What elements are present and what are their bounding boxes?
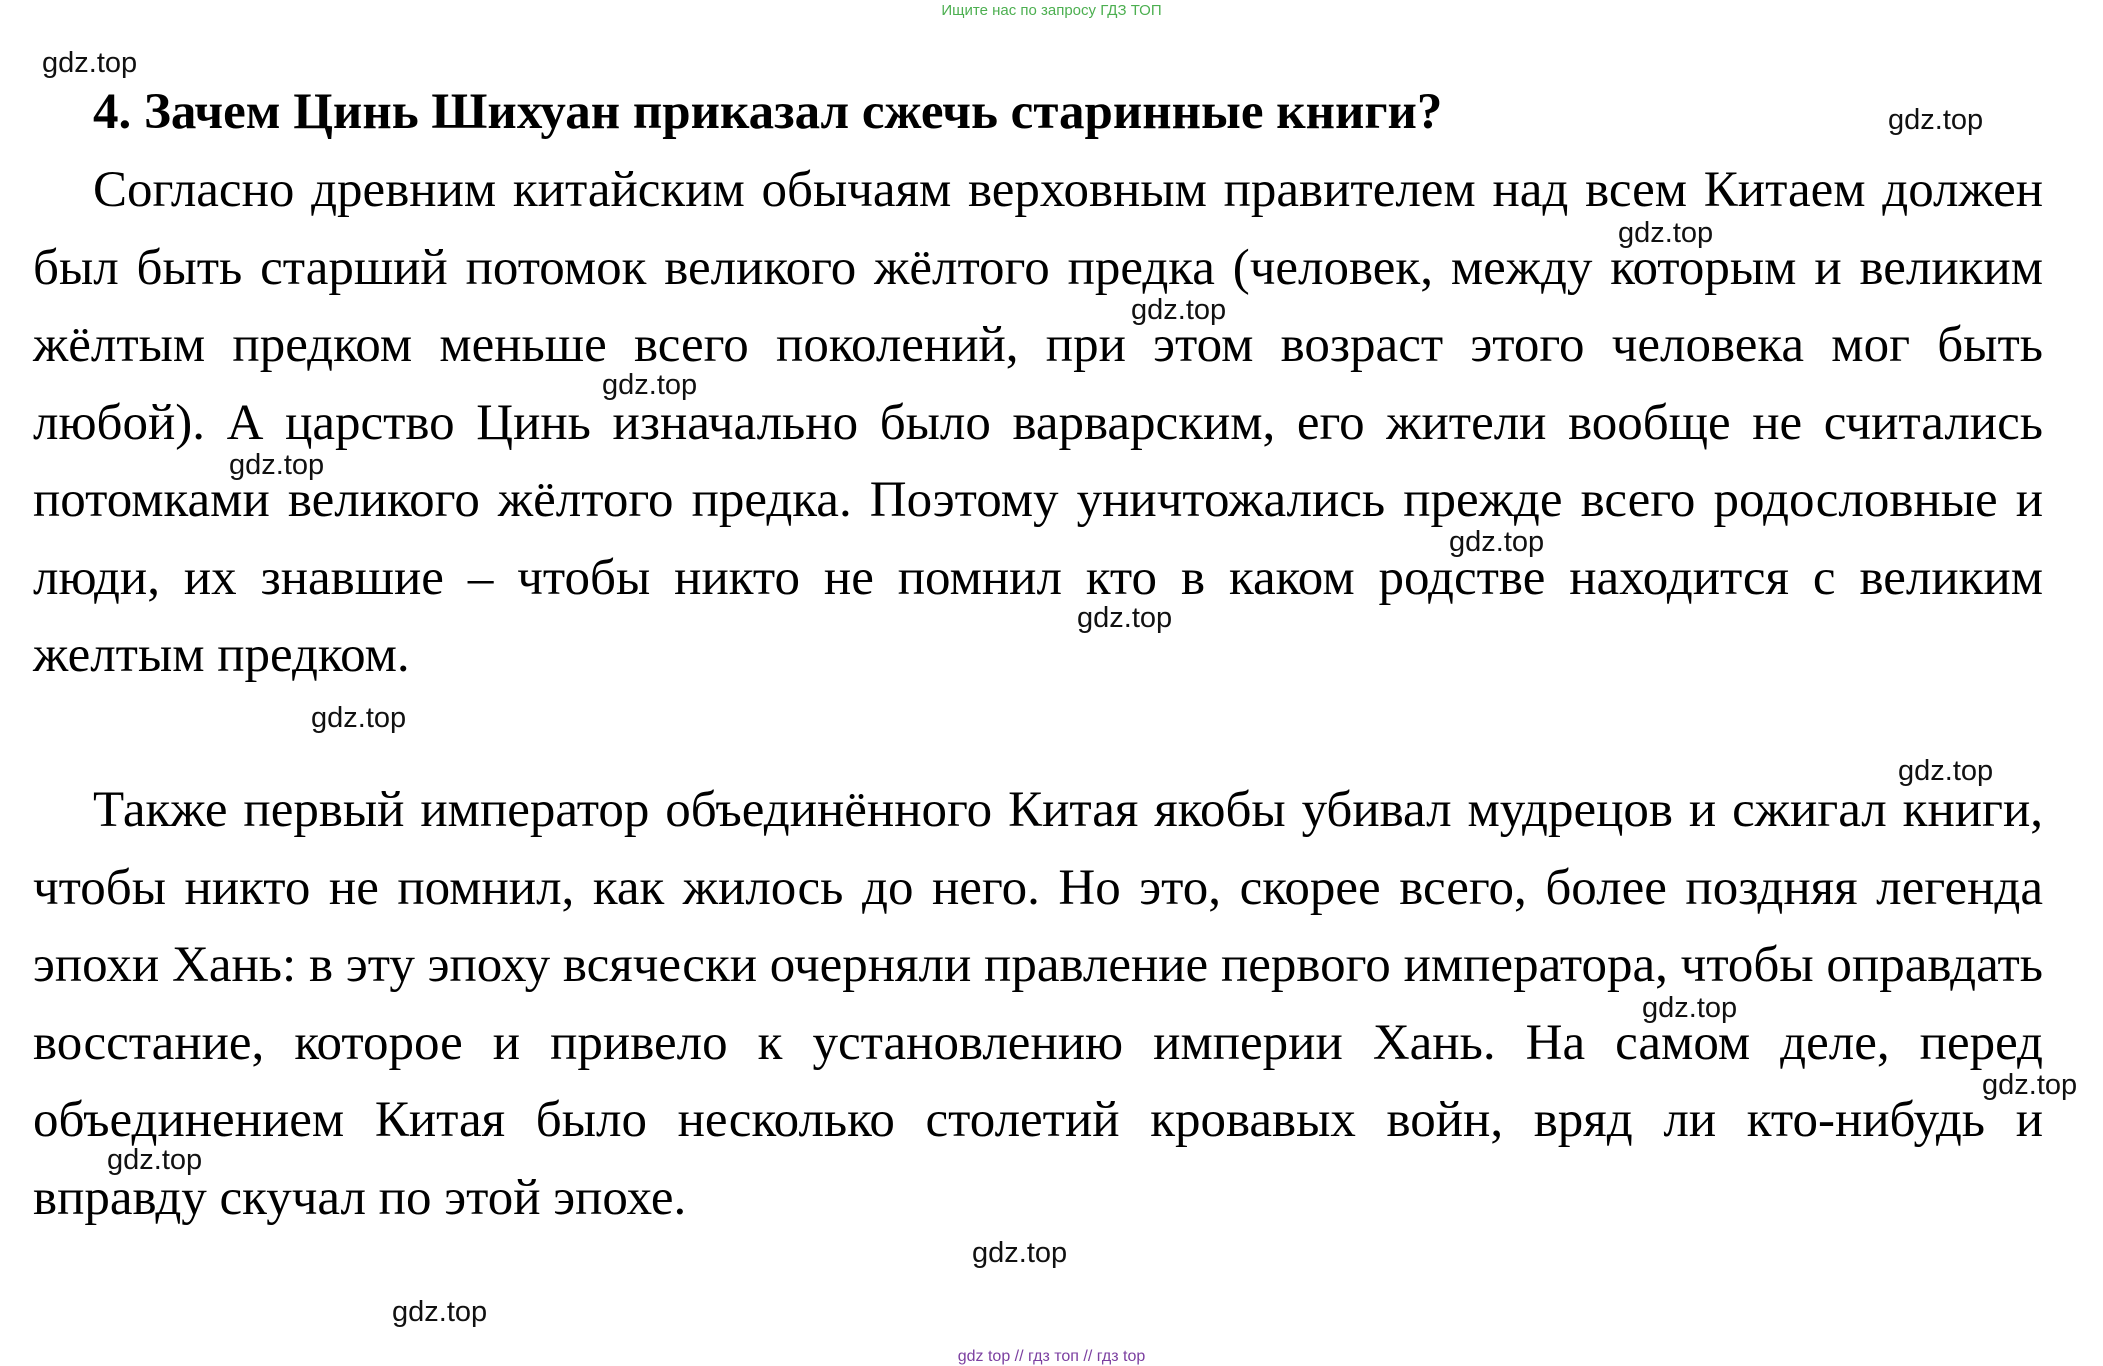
watermark: gdz.top — [229, 449, 325, 481]
watermark: gdz.top — [1898, 755, 1994, 787]
footer-separator: // — [1083, 1348, 1093, 1365]
watermark: gdz.top — [42, 47, 138, 79]
watermark: gdz.top — [1618, 217, 1714, 249]
watermark: gdz.top — [972, 1237, 1068, 1269]
watermark: gdz.top — [107, 1144, 203, 1176]
top-banner: Ищите нас по запросу ГДЗ ТОП — [941, 2, 1162, 19]
watermark: gdz.top — [392, 1296, 488, 1328]
answer-paragraph-2: Также первый император объединённого Китая якобы убивал мудрецов и сжигал книги, чтобы никто не помнил, как жилось до него. Но это, скорее всего, более поздняя легенда эпохи Хань: в эту эпоху всячески очерняли правление первого императора, чтобы оправдать восстание, которое и привело к установлению империи Хань. На самом деле, перед объединением Китая было несколько столетий кровавых войн, вряд ли кто-нибудь и вправду скучал по этой эпохе. — [33, 782, 2043, 1226]
footer — [0, 1348, 2103, 1366]
watermark: gdz.top — [1642, 992, 1738, 1024]
answer-paragraph-1: Согласно древним китайским обычаям верховным правителем над всем Китаем должен был быть старший потомок великого жёлтого предка (человек, между которым и великим жёлтым предком меньше всего поколений, при этом возраст этого человека мог быть любой). А царство Цинь изначально было варварским, его жители вообще не считались потомками великого жёлтого предка. Поэтому уничтожались прежде всего родословные и люди, их знавшие – чтобы никто не помнил кто в каком родстве находится с великим желтым предком. — [33, 162, 2043, 683]
footer-link-3[interactable]: гдз top — [1096, 1348, 1146, 1365]
watermark: gdz.top — [311, 702, 407, 734]
watermark: gdz.top — [1449, 526, 1545, 558]
watermark: gdz.top — [1888, 104, 1984, 136]
watermark: gdz.top — [1982, 1069, 2078, 1101]
footer-separator: // — [1014, 1348, 1024, 1365]
watermark: gdz.top — [602, 369, 698, 401]
watermark: gdz.top — [1077, 602, 1173, 634]
question-title: 4. Зачем Цинь Шихуан приказал сжечь старинные книги? — [93, 84, 1443, 140]
footer-link-1[interactable]: gdz top — [957, 1348, 1011, 1365]
watermark: gdz.top — [1131, 294, 1227, 326]
footer-link-2[interactable]: гдз топ — [1028, 1348, 1079, 1365]
